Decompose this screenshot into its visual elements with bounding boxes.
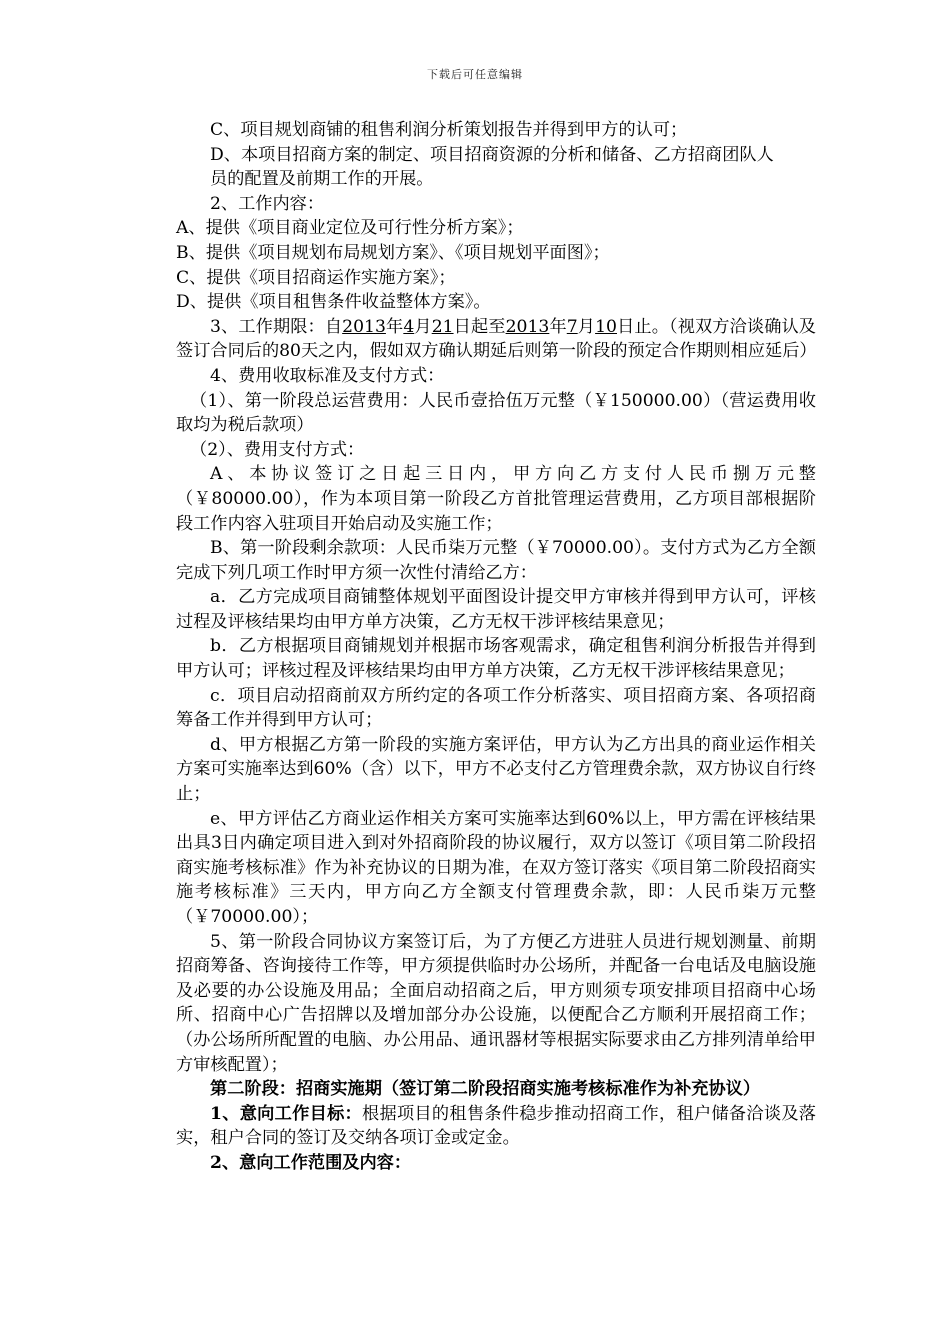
phase-2-item-1-text: 根据项目的租售条件稳步推动招商工作，租户储备洽谈及落实，租户合同的签订及交纳各项订金或定金。 — [176, 1103, 816, 1149]
period-prefix: 3、工作期限：自 — [210, 316, 343, 337]
section-5: 5、第一阶段合同协议方案签订后，为了方便乙方进驻人员进行规划测量、前期招商筹备、咨询接待工作等，甲方须提供临时办公场所，并配备一台电话及电脑设施及必要的办公设施及用品；全面启动招商之后，甲方则须专项安排项目招商中心场所、招商中心广告招牌以及增加部分办公设施，以便配合乙方顺利开展招商工作；（办公场所所配置的电脑、办公用品、通讯器材等根据实际要求由乙方排列清单给甲方审核配置）； — [176, 931, 816, 1075]
payment-a: A、本协议签订之日起三日内，甲方向乙方支付人民币捌万元整（￥80000.00），作为本项目第一阶段乙方首批管理运营费用，乙方项目部根据阶段工作内容入驻项目开始启动及实施工作； — [176, 464, 816, 534]
month-label-2: 月 — [577, 316, 596, 337]
start-year: 2013 — [342, 316, 386, 337]
page-header: 下载后可任意编辑 — [427, 68, 523, 81]
item-b2: B、提供《项目规划布局规划方案》、《项目规划平面图》； — [176, 242, 610, 263]
end-day: 10 — [595, 316, 617, 337]
condition-b: b．乙方根据项目商铺规划并根据市场客观需求，确定租售利润分析报告并得到甲方认可；评核过程及评核结果均由甲方单方决策，乙方无权干涉评核结果意见； — [176, 636, 816, 682]
year-label-1: 年 — [385, 316, 404, 337]
start-month: 4 — [403, 316, 415, 337]
item-d2: D、提供《项目租售条件收益整体方案》。 — [176, 292, 491, 313]
section-4-title: 4、费用收取标准及支付方式： — [210, 365, 445, 386]
end-year: 2013 — [505, 316, 550, 337]
end-month: 7 — [566, 316, 578, 337]
fee-total: （1）、第一阶段总运营费用：人民币壹拾伍万元整（￥150000.00）（营运费用收取均为税后款项） — [176, 390, 816, 436]
item-d1-cont: 员的配置及前期工作的开展。 — [210, 169, 434, 190]
month-label-1: 月 — [414, 316, 432, 337]
item-d1: D、本项目招商方案的制定、项目招商资源的分析和储备、乙方招商团队人 — [210, 144, 774, 165]
phase-2-heading: 第二阶段：招商实施期（签订第二阶段招商实施考核标准作为补充协议） — [210, 1079, 761, 1100]
phase-2-item-1-label: 1、意向工作目标： — [210, 1103, 363, 1124]
day-label-1: 日起至 — [453, 316, 506, 337]
item-c2: C、提供《项目招商运作实施方案》； — [176, 267, 456, 288]
item-a2: A、提供《项目商业定位及可行性分析方案》； — [176, 218, 524, 239]
section-2-title: 2、工作内容： — [210, 193, 325, 214]
condition-a: a．乙方完成项目商铺整体规划平面图设计提交甲方审核并得到甲方认可，评核过程及评核结果均由甲方单方决策，乙方无权干涉评核结果意见； — [176, 587, 816, 632]
condition-e: e、甲方评估乙方商业运作相关方案可实施率达到60%以上，甲方需在评核结果出具3日内确定项目进入到对外招商阶段的协议履行，双方以签订《项目第二阶段招商实施考核标准》作为补充协议的日期为准，在双方签订落实《项目第二阶段招商实施考核标准》三天内，甲方向乙方全额支付管理费余款，即：人民币柒万元整（￥70000.00）； — [176, 808, 816, 927]
phase-2-item-1 — [176, 1102, 816, 1151]
condition-c: c．项目启动招商前双方所约定的各项工作分析落实、项目招商方案、各项招商筹备工作并得到甲方认可； — [176, 685, 816, 731]
document-body — [176, 118, 816, 1176]
start-day: 21 — [431, 316, 454, 337]
condition-d: d、甲方根据乙方第一阶段的实施方案评估，甲方认为乙方出具的商业运作相关方案可实施率达到60%（含）以下，甲方不必支付乙方管理费余款，双方协议自行终止； — [176, 734, 816, 805]
section-3-period — [176, 315, 816, 364]
payment-b: B、第一阶段剩余款项：人民币柒万元整（￥70000.00）。支付方式为乙方全额完成下列几项工作时甲方须一次性付清给乙方： — [176, 538, 816, 583]
phase-2-item-2: 2、意向工作范围及内容： — [210, 1152, 412, 1173]
year-label-2: 年 — [549, 316, 567, 337]
item-c1: C、项目规划商铺的租售利润分析策划报告并得到甲方的认可； — [210, 120, 688, 140]
period-suffix: 日止。（视双方洽谈确认及签订合同后的80天之内，假如双方确认期延后则第一阶段的预定合作期则相应延后） — [176, 316, 817, 362]
fee-payment-title: （2）、费用支付方式： — [190, 439, 365, 460]
